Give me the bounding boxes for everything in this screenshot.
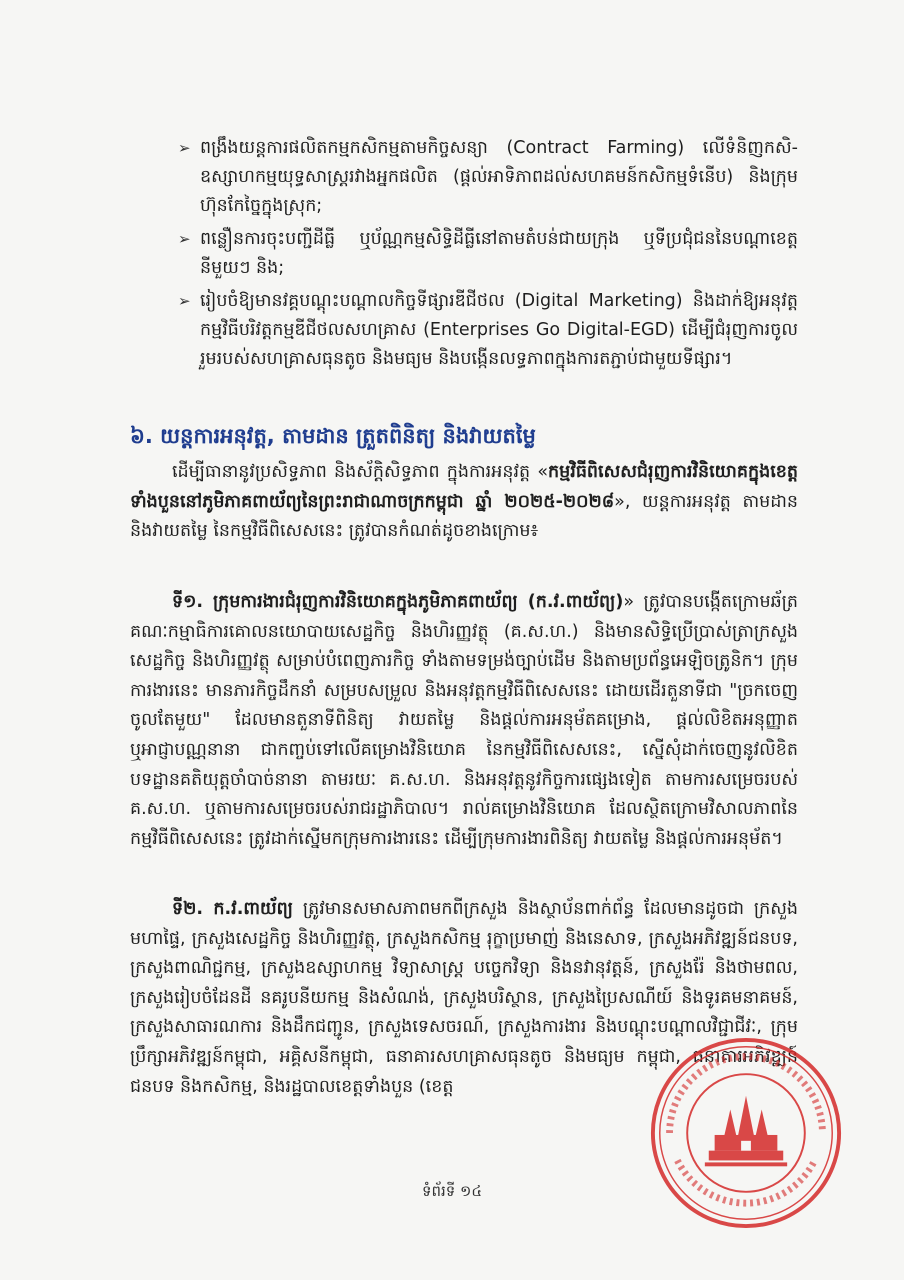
intro-paragraph (130, 458, 798, 547)
program-title: កម្មវិធីពិសេសជំរុញការវិនិយោគក្នុងខេត្តទាំងបួននៅភូមិភាគពាយ័ព្យនៃព្រះរាជាណាចក្រកម្ពុជា ឆ្នាំ ២០២៥-២០២៨ (130, 462, 798, 512)
bullet-text: រៀបចំឱ្យមានវគ្គបណ្តុះបណ្តាលកិច្ចទីផ្សារឌីជីថល (Digital Marketing) និងដាក់ឱ្យអនុវត្តកម្មវិធីបរិវត្តកម្មឌីជីថលសហគ្រាស (Enterprises Go Digital-EGD) ដើម្បីជំរុញការចូលរួមរបស់សហគ្រាសធុនតូច និងមធ្យម និងបង្កើនលទ្ធភាពក្នុងការតភ្ជាប់ជាមួយទីផ្សារ។ (200, 291, 798, 369)
paragraph-body: ត្រូវមានសមាសភាពមកពីក្រសួង និងស្ថាប័នពាក់ព័ន្ធ ដែលមានដូចជា ក្រសួងមហាផ្ទៃ, ក្រសួងសេដ្ឋកិច្ច និងហិរញ្ញវត្ថុ, ក្រសួងកសិកម្ម រុក្ខាប្រមាញ់ និងនេសាទ, ក្រសួងអភិវឌ្ឍន៍ជនបទ, ក្រសួងពាណិជ្ជកម្ម, ក្រសួងឧស្សាហកម្ម វិទ្យាសាស្ត្រ បច្ចេកវិទ្យា និងនវានុវត្តន៍, ក្រសួងរ៉ែ និងថាមពល, ក្រសួងរៀបចំដែនដី នគរូបនីយកម្ម និងសំណង់, ក្រសួងបរិស្ថាន, ក្រសួងប្រៃសណីយ៍ និងទូរគមនាគមន៍, ក្រសួងសាធារណការ និងដឹកជញ្ជូន, ក្រសួងទេសចរណ៍, ក្រសួងការងារ និងបណ្តុះបណ្តាលវិជ្ជាជីវៈ, ក្រុមប្រឹក្សាអភិវឌ្ឍន៍កម្ពុជា, អគ្គិសនីកម្ពុជា, ធនាគារសហគ្រាសធុនតូច និងមធ្យម កម្ពុជា, ធនាគារអភិវឌ្ឍន៍ជនបទ និងកសិកម្ម, និងរដ្ឋបាលខេត្តទាំងបួន (ខេត្ត (130, 899, 799, 1097)
paragraph-label: ទី១. ក្រុមការងារជំរុញការវិនិយោគក្នុងភូមិភាគពាយ័ព្យ (ក.វ.ពាយ័ព្យ) (172, 592, 624, 612)
bullet-text: ពន្លឿនការចុះបញ្ជីដីធ្លី ឬប័ណ្ណកម្មសិទ្ធិដីធ្លីនៅតាមតំបន់ជាយក្រុង ឬទីប្រជុំជននៃបណ្តាខេត្តនីមួយៗ និង; (200, 229, 798, 278)
list-item (178, 287, 798, 374)
bullet-text: ពង្រឹងយន្តការផលិតកម្មកសិកម្មតាមកិច្ចសន្យា (Contract Farming) លើទំនិញកសិ-ឧស្សាហកម្មយុទ្ធសាស្ត្ររវាងអ្នកផលិត (ផ្តល់អាទិភាពដល់សហគមន៍កសិកម្មទំនើប) និងក្រុមហ៊ុនកែច្នៃក្នុងស្រុក; (200, 138, 798, 216)
bullet-list (178, 134, 798, 378)
paragraph-body: » ត្រូវបានបង្កើតក្រោមឆ័ត្រគណៈកម្មាធិការគោលនយោបាយសេដ្ឋកិច្ច និងហិរញ្ញវត្ថុ (គ.ស.ហ.) និងមានសិទ្ធិប្រើប្រាស់ត្រាក្រសួងសេដ្ឋកិច្ច និងហិរញ្ញវត្ថុ សម្រាប់បំពេញភារកិច្ច ទាំងតាមទម្រង់ច្បាប់ដើម និងតាមប្រព័ន្ធអេឡិចត្រូនិក។ ក្រុមការងារនេះ មានភារកិច្ចដឹកនាំ សម្របសម្រួល និងអនុវត្តកម្មវិធីពិសេសនេះ ដោយដើរតួនាទីជា "ច្រកចេញចូលតែមួយ" ដែលមានតួនាទីពិនិត្យ វាយតម្លៃ និងផ្តល់ការអនុម័តគម្រោង, ផ្តល់លិខិតអនុញ្ញាត ឬអាជ្ញាបណ្ណនានា ជាកញ្ចប់ទៅលើគម្រោងវិនិយោគ នៃកម្មវិធីពិសេសនេះ, ស្នើសុំដាក់ចេញនូវលិខិតបទដ្ឋានគតិយុត្តចាំបាច់នានា តាមរយៈ គ.ស.ហ. និងអនុវត្តនូវកិច្ចការផ្សេងទៀត តាមការសម្រេចរបស់ គ.ស.ហ. ឬតាមការសម្រេចរបស់រាជរដ្ឋាភិបាល។ រាល់គម្រោងវិនិយោគ ដែលស្ថិតក្រោមវិសាលភាពនៃកម្មវិធីពិសេសនេះ ត្រូវដាក់ស្នើមកក្រុមការងារនេះ ដើម្បីក្រុមការងារពិនិត្យ វាយតម្លៃ និងផ្តល់ការអនុម័ត។ (130, 592, 799, 849)
paragraph-label: ទី២. ក.វ.ពាយ័ព្យ (172, 899, 294, 919)
arrow-bullet-icon: ➢ (178, 139, 191, 157)
page-number: ទំព័រទី ១៤ (421, 1182, 483, 1200)
para-lead: ដើម្បីធានានូវប្រសិទ្ធភាព និងស័ក្តិសិទ្ធភាព ក្នុងការអនុវត្ត « (172, 462, 549, 482)
paragraph-item-1 (130, 588, 798, 854)
list-item (178, 134, 798, 221)
official-seal-icon (648, 1035, 844, 1231)
arrow-bullet-icon: ➢ (178, 230, 191, 248)
arrow-bullet-icon: ➢ (178, 292, 191, 310)
para-rest: », យន្តការអនុវត្ត តាមដាន និងវាយតម្លៃ នៃកម្មវិធីពិសេសនេះ ត្រូវបានកំណត់ដូចខាងក្រោម៖ (130, 491, 798, 542)
section-heading: ៦. យន្តការអនុវត្ត, តាមដាន ត្រួតពិនិត្យ និងវាយតម្លៃ (130, 424, 536, 448)
list-item (178, 225, 798, 283)
